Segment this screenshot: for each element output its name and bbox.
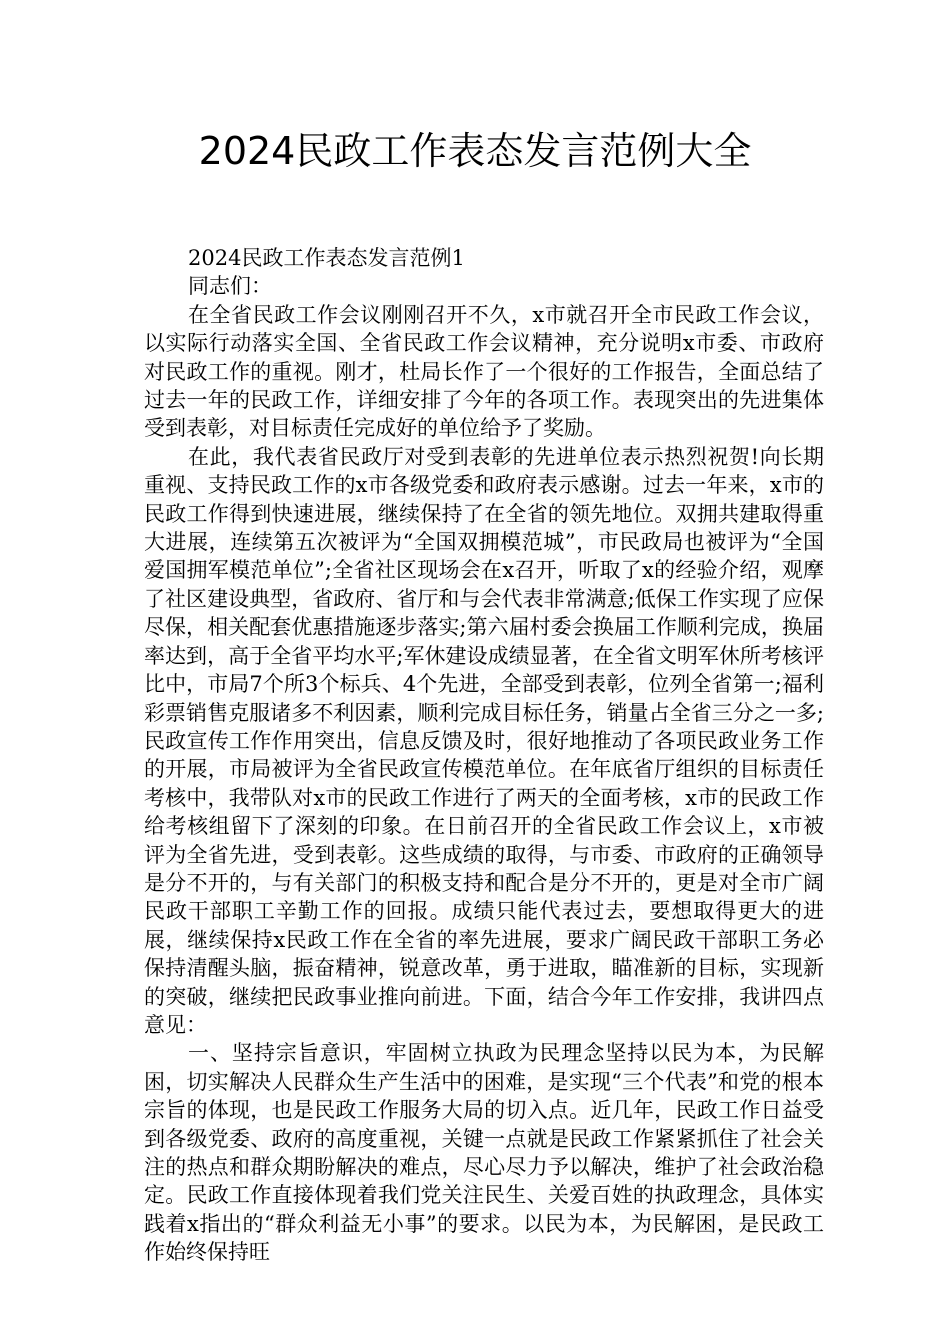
salutation: 同志们： — [188, 274, 272, 299]
body-paragraph-1: 在全省民政工作会议刚刚召开不久，x市就召开全市民政工作会议，以实际行动落实全国、全省民政工作会议精神，充分说明x市委、市政府对民政工作的重视。刚才，杜局长作了一个很好的工作报告，全面总结了过去一年的民政工作，详细安排了今年的各项工作。表现突出的先进集体受到表彰，对目标责任完成好的单位给予了奖励。 — [144, 302, 824, 441]
body-paragraph-3: 一、坚持宗旨意识，牢固树立执政为民理念坚持以民为本，为民解困，切实解决人民群众生产生活中的困难，是实现“三个代表”和党的根本宗旨的体现，也是民政工作服务大局的切入点。近几年，民政工作日益受到各级党委、政府的高度重视，关键一点就是民政工作紧紧抓住了社会关注的热点和群众期盼解决的难点，尽心尽力予以解决，维护了社会政治稳定。民政工作直接体现着我们党关注民生、关爱百姓的执政理念，具体实践着x指出的“群众利益无小事”的要求。以民为本，为民解困，是民政工作始终保持旺 — [144, 1041, 824, 1265]
document-body — [144, 244, 824, 1267]
document-title: 2024民政工作表态发言范例大全 — [198, 129, 752, 173]
section-heading: 2024民政工作表态发言范例1 — [188, 246, 465, 270]
body-paragraph-2: 在此，我代表省民政厅对受到表彰的先进单位表示热烈祝贺!向长期重视、支持民政工作的x市各级党委和政府表示感谢。过去一年来，x市的民政工作得到快速进展，继续保持了在全省的领先地位。双拥共建取得重大进展，连续第五次被评为“全国双拥模范城”，市民政局也被评为“全国爱国拥军模范单位”;全省社区现场会在x召开，听取了x的经验介绍，观摩了社区建设典型，省政府、省厅和与会代表非常满意;低保工作实现了应保尽保，相关配套优惠措施逐步落实;第六届村委会换届工作顺利完成，换届率达到，高于全省平均水平;军休建设成绩显著，在全省文明军休所考核评比中，市局7个所3个标兵、4个先进，全部受到表彰，位列全省第一;福利彩票销售克服诸多不利因素，顺利完成目标任务，销量占全省三分之一多;民政宣传工作作用突出，信息反馈及时，很好地推动了各项民政业务工作的开展，市局被评为全省民政宣传模范单位。在年底省厅组织的目标责任考核中，我带队对x市的民政工作进行了两天的全面考核，x市的民政工作给考核组留下了深刻的印象。在日前召开的全省民政工作会议上，x市被评为全省先进，受到表彰。这些成绩的取得，与市委、市政府的正确领导是分不开的，与有关部门的积极支持和配合是分不开的，更是对全市广阔民政干部职工辛勤工作的回报。成绩只能代表过去，要想取得更大的进展，继续保持x民政工作在全省的率先进展，要求广阔民政干部职工务必保持清醒头脑，振奋精神，锐意改革，勇于进取，瞄准新的目标，实现新的突破，继续把民政事业推向前进。下面，结合今年工作安排，我讲四点意见： — [144, 444, 824, 1037]
